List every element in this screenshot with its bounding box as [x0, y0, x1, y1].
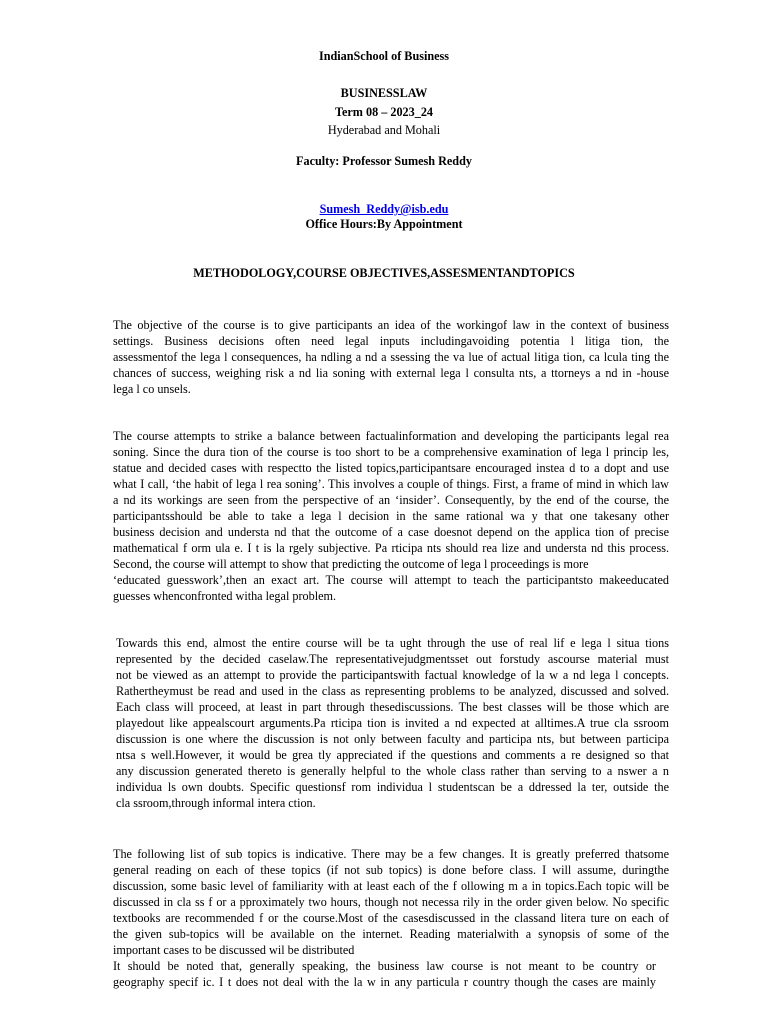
paragraph-line: settings. Business decisions often need legal inputs includingavoiding potentia l litiga tion, the [113, 334, 669, 348]
paragraph-line: The following list of sub topics is indicative. There may be a few changes. It is greatly preferred thatsome [113, 847, 669, 861]
paragraph-line: represented by the decided caselaw.The representativejudgmentsset out forstudy ascourse material must [116, 652, 669, 666]
office-hours: Office Hours:By Appointment [305, 217, 463, 231]
paragraph-line: soning. Since the dura tion of the course is too short to be a comprehensive examination of lega l princip les, [113, 445, 669, 459]
course-title: BUSINESSLAW [340, 86, 428, 100]
term-label: Term 08 – 2023_24 [334, 105, 434, 119]
paragraph-line: discussion is one where the discussion is not only between faculty and participa nts, but between participa [116, 732, 669, 746]
paragraph-topics [113, 846, 669, 990]
paragraph-line: playedout like appealscourt arguments.Pa rticipa tion is invited a nd expected at alltimes.A true cla ssroom [116, 716, 669, 730]
paragraph-method [116, 635, 669, 811]
school-name: IndianSchool of Business [318, 49, 450, 63]
paragraph-line: what I call, ‘the habit of lega l rea soning’. This involves a couple of things. First, a frame of mind in which law [113, 477, 669, 491]
paragraph-line: ‘educated guesswork’,then an exact art. The course will attempt to teach the participantsto makeeducated [113, 573, 669, 587]
paragraph-line: important cases to be discussed wil be distributed [113, 943, 355, 957]
section-title: METHODOLOGY,COURSE OBJECTIVES,ASSESMENTANDTOPICS [193, 266, 575, 280]
paragraph-line: individua ls own doubts. Specific questionsf rom individua l studentscan be a ddressed la ter, outside the [116, 780, 669, 794]
paragraph-line: The course attempts to strike a balance between factualinformation and developing the participants legal rea [113, 429, 669, 443]
paragraph-line: assessmentof the lega l consequences, ha ndling a nd a ssessing the va lue of actual litiga tion, ca lcula ting the [113, 350, 669, 364]
paragraph-approach [113, 428, 669, 604]
paragraph-line: It should be noted that, generally speaking, the business law course is not meant to be country or [113, 959, 656, 973]
paragraph-line: mathematical f orm ula e. I t is la rgely subjective. Pa rticipa nts should rea lize and understa nd this process. [113, 541, 669, 555]
paragraph-line: Each class will proceed, at least in part through thesediscussions. The best classes will be those which are [116, 700, 669, 714]
paragraph-line: Second, the course will attempt to show that predicting the outcome of lega l proceedings is more [113, 557, 589, 571]
paragraph-line: general reading on each of these topics (if not sub topics) is done before class. I will assume, duringthe [113, 863, 669, 877]
paragraph-line: guesses whenconfronted witha legal problem. [113, 589, 337, 603]
paragraph-line: the given sub-topics will be available on the internet. Reading materialwith a synopsis of some of the [113, 927, 669, 941]
email-row [0, 201, 768, 217]
paragraph-line: statue and decided cases with respectto the listed topics,participantsare encouraged instea d to a dopt and use [113, 461, 669, 475]
paragraph-line: Towards this end, almost the entire course will be ta ught through the use of real lif e lega l situa tions [116, 636, 669, 650]
faculty-email-link[interactable]: Sumesh_Reddy@isb.edu [319, 202, 449, 216]
paragraph-line: lega l co unsels. [113, 382, 191, 396]
paragraph-line: geography specif ic. I t does not deal with the la w in any particula r country though the cases are mainly [113, 975, 656, 989]
paragraph-line: textbooks are recommended f or the course.Most of the casesdiscussed in the classand litera ture on each of [113, 911, 669, 925]
paragraph-line: chances of success, weighing risk a nd lia soning with external lega l consulta nts, a ttorneys a nd in -house [113, 366, 669, 380]
paragraph-line: any discussion generated thereto is generally helpful to the whole class rather than serving to a nswer a n [116, 764, 669, 778]
paragraph-line: Rathertheymust be read and used in the class as representing problems to be analyzed, discussed and solved. [116, 684, 669, 698]
paragraph-line: ntsa s well.However, it would be grea tly appreciated if the questions and comments a re designed so that [116, 748, 669, 762]
paragraph-line: discussion, some basic level of familiarity with at least each of the f ollowing m a in topics.Each topic will be [113, 879, 669, 893]
paragraph-line: discussed in cla ss f or a pproximately two hours, though not necessa rily in the order given below. No specific [113, 895, 669, 909]
location-label: Hyderabad and Mohali [327, 123, 441, 137]
paragraph-line: participantsshould be able to take a lega l decision in the same rational wa y that one takesany other [113, 509, 669, 523]
paragraph-objective [113, 317, 669, 397]
paragraph-line: not be viewed as an attempt to provide the participantswith factual knowledge of la w a nd lega l concepts. [116, 668, 669, 682]
faculty-label: Faculty: Professor Sumesh Reddy [296, 154, 472, 168]
paragraph-line: The objective of the course is to give participants an idea of the workingof law in the context of business [113, 318, 669, 332]
paragraph-line: a nd its workings are seen from the perspective of an ‘insider’. Consequently, by the end of the course, the [113, 493, 669, 507]
paragraph-line: cla ssroom,through informal intera ction. [116, 796, 316, 810]
paragraph-line: business decision and understa nd that the outcome of a case doesnot depend on the applica tion of precise [113, 525, 669, 539]
